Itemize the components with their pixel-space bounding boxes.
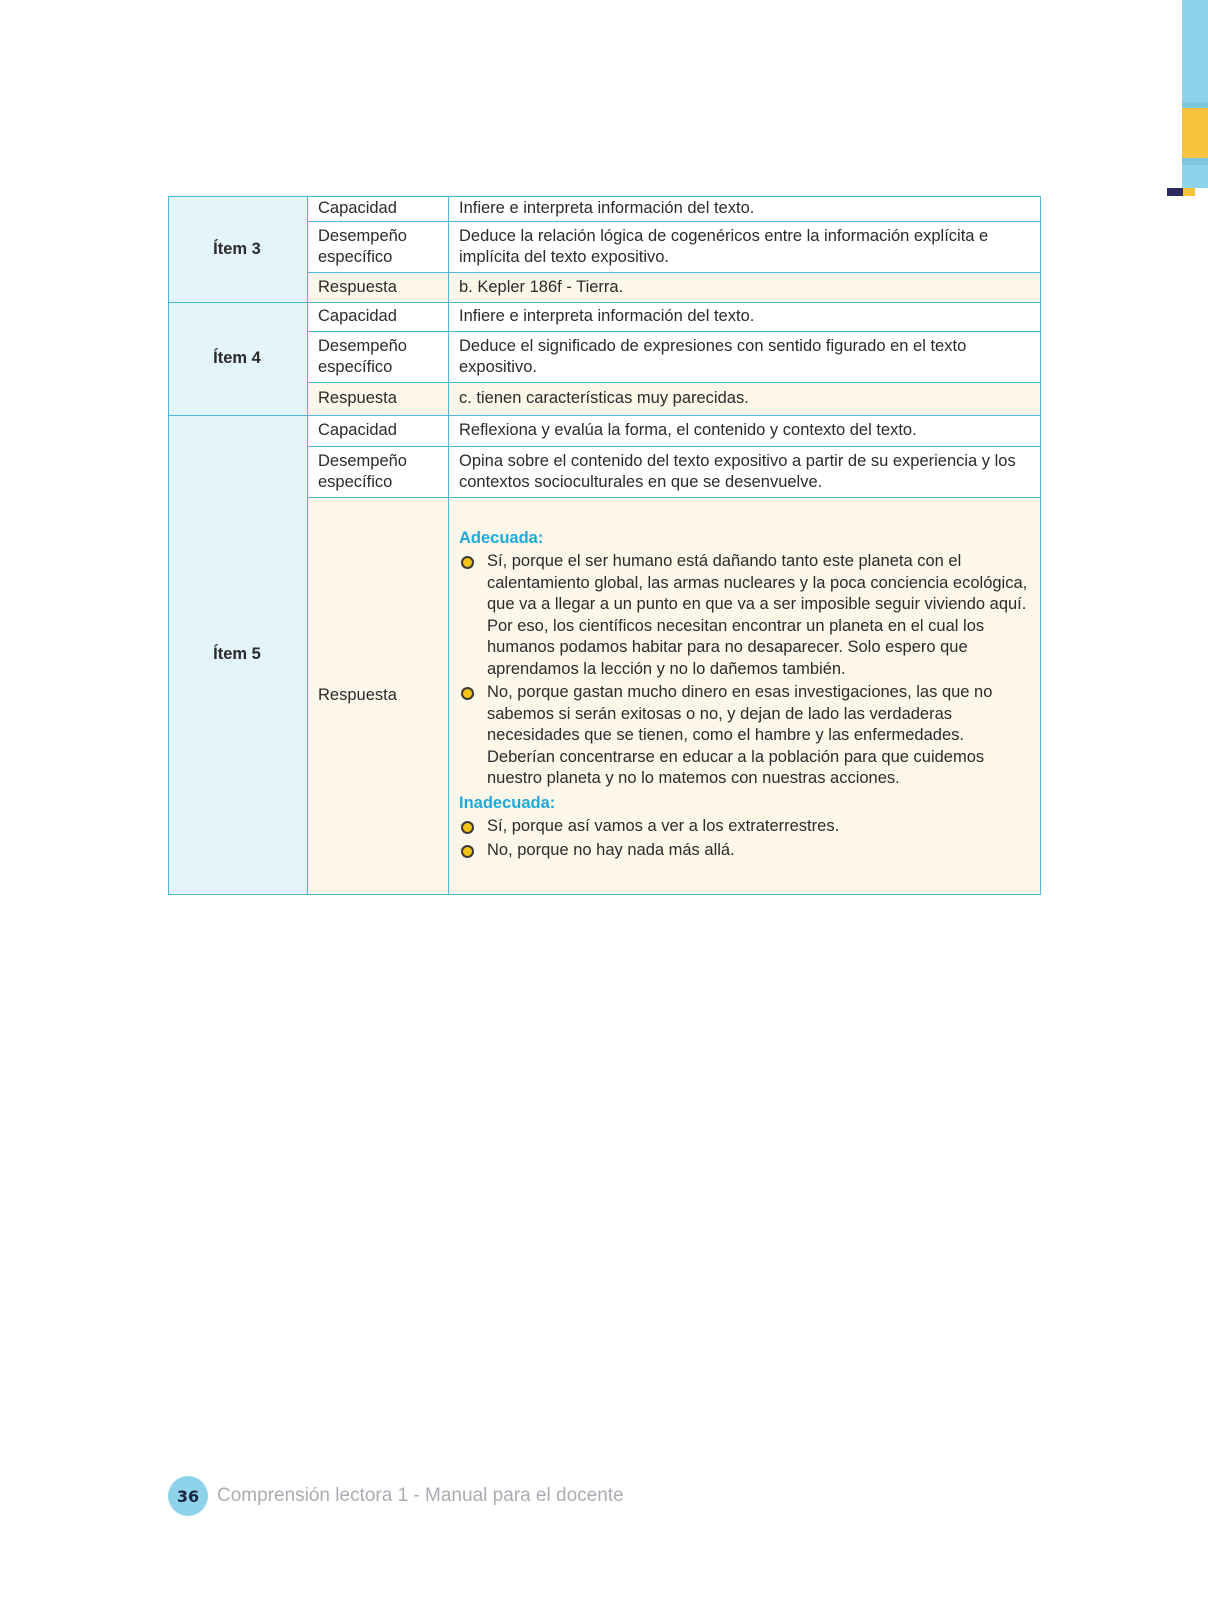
respuesta-value: c. tienen características muy parecidas. [449, 383, 1041, 416]
edge-color-tab [1182, 0, 1208, 200]
desempeno-value: Opina sobre el contenido del texto expositivo a partir de su experiencia y los contextos socioculturales en que se desenvuelve. [449, 447, 1041, 498]
list-item [459, 840, 1030, 862]
desempeno-value: Deduce la relación lógica de cogenéricos entre la información explícita e implícita del texto expositivo. [449, 222, 1041, 273]
item-5-cell [169, 416, 308, 895]
adecuada-answer-1: Sí, porque el ser humano está dañando tanto este planeta con el calentamiento global, las armas nucleares y la poca conciencia ecológica, que va a llegar a un punto en que va a ser imposible seguir viviendo aquí. Por eso, los científicos necesitan encontrar un planeta en el cual los humanos podamos habitar para no desaparecer. Solo espero que aprendamos la lección y no lo dañemos también. [487, 552, 1028, 678]
rubric-table [168, 196, 1041, 895]
circle-bullet-icon [461, 845, 474, 858]
item-4-label: Ítem 4 [213, 349, 261, 368]
respuesta-label: Respuesta [308, 273, 449, 303]
inadecuada-answer-2: No, porque no hay nada más allá. [487, 840, 735, 859]
capacidad-value: Infiere e interpreta información del texto. [449, 303, 1041, 332]
inadecuada-heading: Inadecuada: [459, 793, 556, 812]
item-3-cell [169, 197, 308, 303]
desempeno-label: Desempeño específico [308, 332, 449, 383]
list-item [459, 551, 1030, 680]
respuesta-label: Respuesta [308, 498, 449, 895]
page-footer [168, 1476, 624, 1516]
circle-bullet-icon [461, 821, 474, 834]
table-row [169, 197, 1041, 222]
list-item [459, 682, 1030, 790]
desempeno-value: Deduce el significado de expresiones con sentido figurado en el texto expositivo. [449, 332, 1041, 383]
circle-bullet-icon [461, 687, 474, 700]
respuesta-value [449, 498, 1041, 895]
capacidad-label: Capacidad [308, 197, 449, 222]
footer-title: Comprensión lectora 1 - Manual para el docente [217, 1485, 624, 1506]
capacidad-label: Capacidad [308, 303, 449, 332]
item-5-label: Ítem 5 [213, 645, 261, 664]
inadecuada-answer-1: Sí, porque así vamos a ver a los extraterrestres. [487, 817, 840, 836]
item-3-label: Ítem 3 [213, 239, 261, 258]
adecuada-answer-2: No, porque gastan mucho dinero en esas investigaciones, las que no sabemos si serán exitosas o no, y dejan de lado las verdaderas necesidades que se tienen, como el hambre y las enfermedades. Deberían concentrarse en educar a la población para que cuidemos nuestro planeta y no lo matemos con nuestras acciones. [487, 683, 993, 788]
respuesta-value: b. Kepler 186f - Tierra. [449, 273, 1041, 303]
desempeno-label: Desempeño específico [308, 222, 449, 273]
circle-bullet-icon [461, 556, 474, 569]
capacidad-label: Capacidad [308, 416, 449, 447]
adecuada-list [459, 551, 1030, 790]
respuesta-label: Respuesta [308, 383, 449, 416]
table-row [169, 416, 1041, 447]
inadecuada-list [459, 816, 1030, 861]
table-row [169, 303, 1041, 332]
item-4-cell [169, 303, 308, 416]
list-item [459, 816, 1030, 838]
desempeno-label: Desempeño específico [308, 447, 449, 498]
capacidad-value: Infiere e interpreta información del texto. [449, 197, 1041, 222]
capacidad-value: Reflexiona y evalúa la forma, el contenido y contexto del texto. [449, 416, 1041, 447]
adecuada-heading: Adecuada: [459, 528, 544, 547]
page-number-badge: 36 [168, 1476, 208, 1516]
